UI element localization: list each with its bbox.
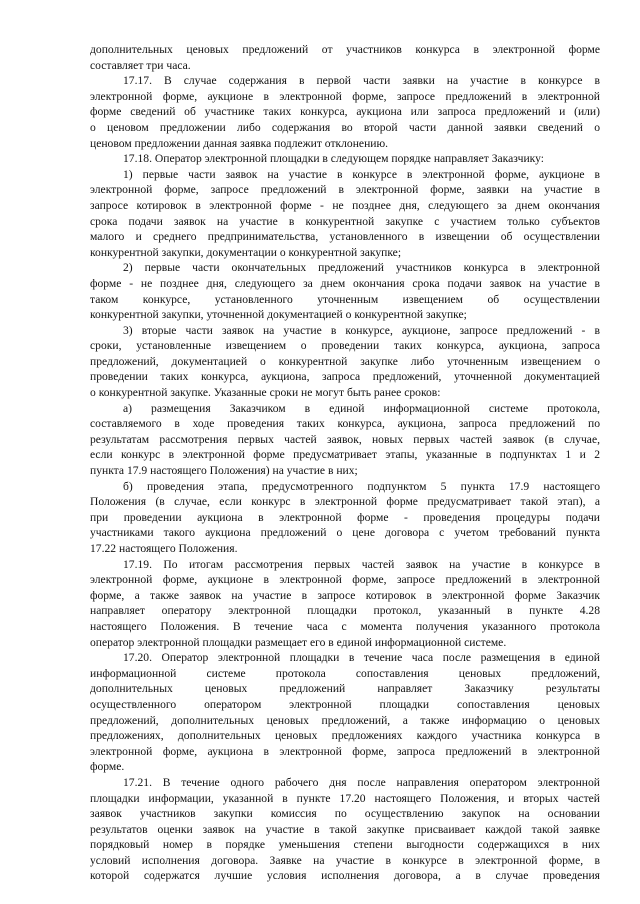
text-line: электронной форме, аукционе в электронной форме, запросе предложений в электронной xyxy=(90,89,600,103)
text-line: форме - не позднее дня, следующего за днем окончания срока подачи заявок на участие в xyxy=(90,276,600,290)
text-line: электронной форме, аукционе в электронной форме, запросе предложений в электронной xyxy=(90,573,600,587)
text-line: срока подачи заявок на участие в конкурентной закупке с участием только субъектов xyxy=(90,214,600,228)
text-line: малого и среднего предпринимательства, установленного в извещении об осуществлении xyxy=(90,230,600,244)
text-line: 17.19. По итогам рассмотрения первых частей заявок на участие в конкурсе в xyxy=(123,557,600,571)
text-line: предложений, документацией о конкурентной закупке либо уточненным извещением о xyxy=(90,354,600,368)
text-line: форме. xyxy=(90,760,125,774)
text-line: при проведении аукциона в электронной форме - проведения процедуры подачи xyxy=(90,510,600,524)
text-line: порядковый номер в порядке уменьшения степени выгодности содержащихся в них xyxy=(90,838,600,852)
text-line: электронной форме, запросе предложений в электронной форме, заявки на участие в xyxy=(90,183,600,197)
text-line: 1) первые части заявок на участие в конкурсе в электронной форме, аукционе в xyxy=(123,167,600,181)
text-line: форме, а также заявок на участие в запросе котировок в электронной форме Заказчик xyxy=(90,588,600,602)
text-line: участниками такого аукциона предложений о цене договора с учетом требований пункта xyxy=(90,526,600,540)
text-line: о ценовом предложении либо содержания во второй части данной заявки сведений о xyxy=(90,120,600,134)
text-line: 17.20. Оператор электронной площадки в течение часа после размещения в единой xyxy=(123,651,600,665)
text-line: а) размещения Заказчиком в единой информационной системе протокола, xyxy=(123,401,600,415)
text-line: 17.21. В течение одного рабочего дня после направления оператором электронной xyxy=(123,775,600,789)
text-line: предложениях, дополнительных ценовых предложениях каждого участника конкурса в xyxy=(90,729,600,743)
text-line: оператор электронной площадки размещает его в единой информационной системе. xyxy=(90,635,507,649)
text-line: б) проведения этапа, предусмотренного подпунктом 5 пункта 17.9 настоящего xyxy=(123,479,600,493)
text-line: площадки информации, указанной в пункте 17.20 настоящего Положения, и вторых частей xyxy=(90,791,600,805)
text-line: которой содержатся лучшие условия исполнения договора, а в случае проведения xyxy=(90,869,600,883)
text-line: результатов оценки заявок на участие в такой закупке присваивает каждой такой заявке xyxy=(90,822,600,836)
text-line: заявок участников закупки комиссия по осуществлению закупок на основании xyxy=(90,807,600,821)
text-line: если конкурс в электронной форме предусматривает этапы, указанные в подпунктах 1 и 2 xyxy=(90,448,600,462)
text-line: 17.17. В случае содержания в первой части заявки на участие в конкурсе в xyxy=(123,74,600,88)
text-line: условий исполнения договора. Заявке на участие в конкурсе в электронной форме, в xyxy=(90,853,600,867)
text-line: осуществленного оператором электронной площадки сопоставления ценовых xyxy=(90,697,600,711)
text-line: дополнительных ценовых предложений от участников конкурса в электронной форме xyxy=(90,43,600,56)
text-line: 2) первые части окончательных предложений участников конкурса в электронной xyxy=(123,261,600,275)
text-line: Положения (в случае, если конкурс в электронной форме предусматривает такой этап), а xyxy=(90,495,600,509)
text-line: конкурентной закупки, уточненной документацией о конкурентной закупке; xyxy=(90,308,467,322)
text-line: форме сведений об участнике таких конкурса, аукциона или запроса предложений и (или) xyxy=(90,105,600,119)
text-line: предложений, дополнительных ценовых предложений, а также информацию о ценовых xyxy=(90,713,600,727)
text-line: 3) вторые части заявок на участие в конкурсе, аукционе, запросе предложений - в xyxy=(123,323,600,337)
text-line: информационной системе протокола сопоставления ценовых предложений, xyxy=(90,666,600,680)
text-line: проведении таких конкурса, аукциона, запроса предложений, уточненной документацией xyxy=(90,370,600,384)
text-line: конкурентной закупки, документации о конкурентной закупке; xyxy=(90,245,402,259)
text-line: составляемого в ходе проведения таких конкурса, аукциона, запроса предложений по xyxy=(90,417,600,431)
text-line: направляет оператору электронной площадки протокол, указанный в пункте 4.28 xyxy=(90,604,600,618)
text-line: таком конкурсе, установленного уточненным извещением об осуществлении xyxy=(90,292,600,306)
text-line: результатам рассмотрения первых частей заявок, новых первых частей заявок (в случае, xyxy=(90,432,600,446)
text-line: пункта 17.9 настоящего Положения) на участие в них; xyxy=(90,464,358,478)
text-line: запросе котировок в электронной форме - не позднее дня, следующего за днем окончания xyxy=(90,198,600,212)
text-line: электронной форме, аукциона в электронной форме, запроса предложений в электронной xyxy=(90,744,600,758)
text-line: 17.18. Оператор электронной площадки в следующем порядке направляет Заказчику: xyxy=(123,152,544,166)
text-line: ценовом предложении данная заявка подлежит отклонению. xyxy=(90,136,389,150)
text-line: составляет три часа. xyxy=(90,58,191,72)
text-line: 17.22 настоящего Положения. xyxy=(90,542,238,555)
text-line: сроки, установленные извещением о проведении таких конкурса, аукциона, запроса xyxy=(90,339,600,353)
text-line: настоящего Положения. В течение часа с момента получения указанного протокола xyxy=(90,619,600,633)
text-line: дополнительных ценовых предложений направляет Заказчику результаты xyxy=(90,682,600,696)
text-line: о конкурентной закупке. Указанные сроки не могут быть ранее сроков: xyxy=(90,386,441,400)
